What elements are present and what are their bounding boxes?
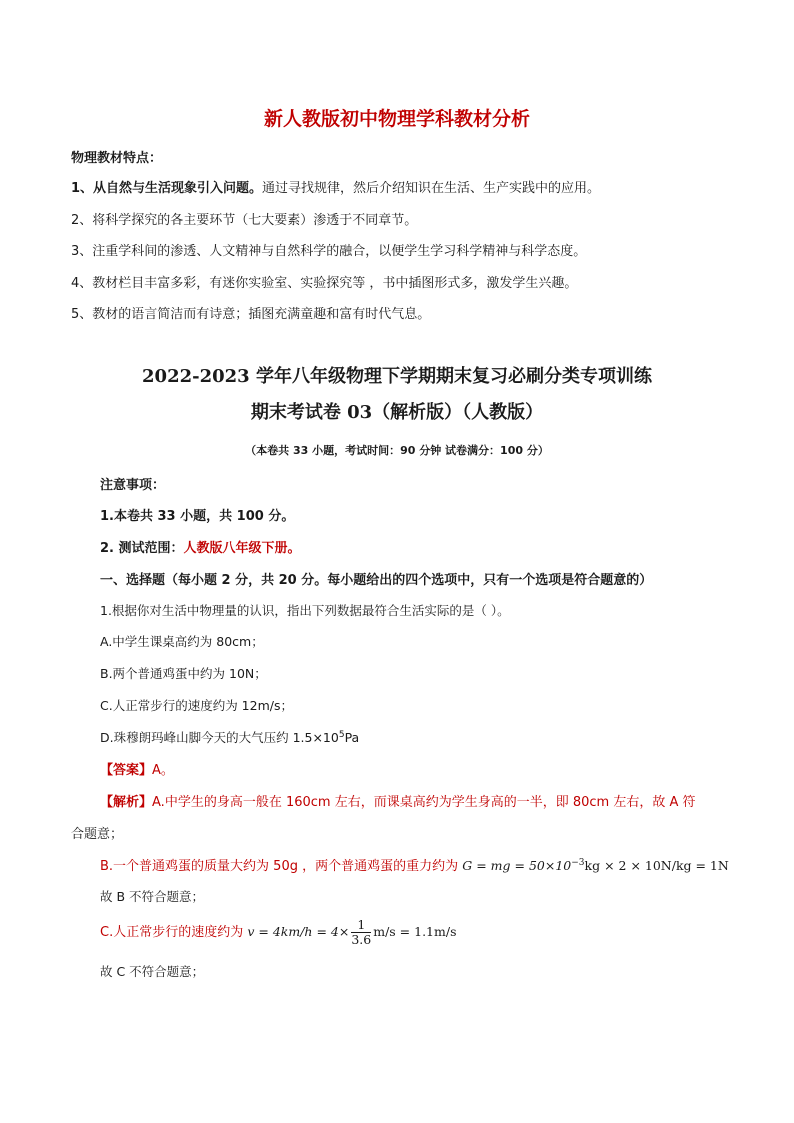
section-1-heading: 一、选择题（每小题 2 分，共 20 分。每小题给出的四个选项中，只有一个选项是符合题意的） — [100, 573, 653, 588]
formula-b-left: G = mg = 50×10 — [462, 858, 572, 873]
feature-item-5: 5、教材的语言简洁而有诗意；插图充满童趣和富有时代气息。 — [71, 307, 431, 322]
option-d-exponent: 5 — [338, 729, 345, 740]
analysis-label: 【解析】 — [100, 795, 153, 810]
formula-c-numerator: 1 — [351, 918, 371, 933]
conclusion-c: 故 C 不符合题意； — [100, 964, 205, 979]
formula-b — [462, 858, 729, 873]
exam-title-line1: 2022-2023 学年八年级物理下学期期末复习必刷分类专项训练 — [142, 366, 652, 387]
analysis-c — [100, 918, 457, 947]
notice-heading: 注意事项： — [100, 478, 166, 493]
notice-2 — [100, 537, 301, 556]
analysis-b-text: B.一个普通鸡蛋的质量大约为 50g ，两个普通鸡蛋的重力约为 — [100, 859, 459, 874]
option-d-unit: Pa — [344, 730, 360, 745]
formula-c-denominator: 3.6 — [351, 932, 372, 947]
formula-c-fraction — [351, 918, 371, 947]
features-heading: 物理教材特点： — [71, 151, 163, 166]
answer-value: A。 — [152, 763, 174, 778]
feature-item-1 — [71, 177, 600, 196]
formula-b-exponent: −3 — [571, 857, 585, 868]
formula-b-right: kg × 2 × 10N/kg = 1N — [584, 858, 729, 873]
answer-line — [100, 759, 174, 778]
formula-c-right: m/s = 1.1m/s — [373, 924, 457, 939]
feature-item-1-text: 通过寻找规律，然后介绍知识在生活、生产实践中的应用。 — [262, 181, 601, 196]
notice-2-prefix: 2. 测试范围： — [100, 541, 184, 556]
notice-1: 1.本卷共 33 小题，共 100 分。 — [100, 509, 295, 524]
formula-c — [247, 917, 457, 947]
analysis-a-text: A.中学生的身高一般在 160cm 左右，而课桌高约为学生身高的一半，即 80cm 左右，故 A 符 — [152, 795, 696, 810]
exam-title-line2: 期末考试卷 03（解析版）（人教版） — [250, 402, 544, 423]
feature-item-1-bold: 1、从自然与生活现象引入问题。 — [71, 181, 263, 196]
notice-2-value: 人教版八年级下册。 — [183, 541, 301, 556]
formula-c-left: v = 4km/h = 4× — [247, 924, 350, 939]
analysis-b — [100, 855, 729, 874]
analysis-a-line2: 合题意； — [71, 827, 124, 842]
answer-label: 【答案】 — [100, 763, 153, 778]
feature-item-3: 3、注重学科间的渗透、人文精神与自然科学的融合，以便学生学习科学精神与科学态度。 — [71, 244, 587, 259]
conclusion-b: 故 B 不符合题意； — [100, 889, 205, 904]
question-1-stem: 1.根据你对生活中物理量的认识，指出下列数据最符合生活实际的是（ ）。 — [100, 603, 510, 618]
feature-item-2: 2、将科学探究的各主要环节（七大要素）渗透于不同章节。 — [71, 213, 418, 228]
question-1-option-b: B.两个普通鸡蛋中约为 10N； — [100, 666, 267, 681]
analysis-a-line1 — [100, 791, 695, 810]
question-1-option-d — [100, 728, 359, 746]
feature-item-4: 4、教材栏目丰富多彩，有迷你实验室、实验探究等 ，书中插图形式多，激发学生兴趣。 — [71, 276, 578, 291]
analysis-c-text: C.人正常步行的速度约为 — [100, 925, 244, 940]
question-1-option-a: A.中学生课桌高约为 80cm； — [100, 634, 264, 649]
exam-meta: （本卷共 33 小题，考试时间：90 分钟 试卷满分：100 分） — [245, 444, 549, 457]
question-1-option-c: C.人正常步行的速度约为 12m/s； — [100, 698, 293, 713]
option-d-prefix: D.珠穆朗玛峰山脚今天的大气压约 1.5×10 — [100, 730, 339, 745]
main-title: 新人教版初中物理学科教材分析 — [263, 108, 530, 130]
